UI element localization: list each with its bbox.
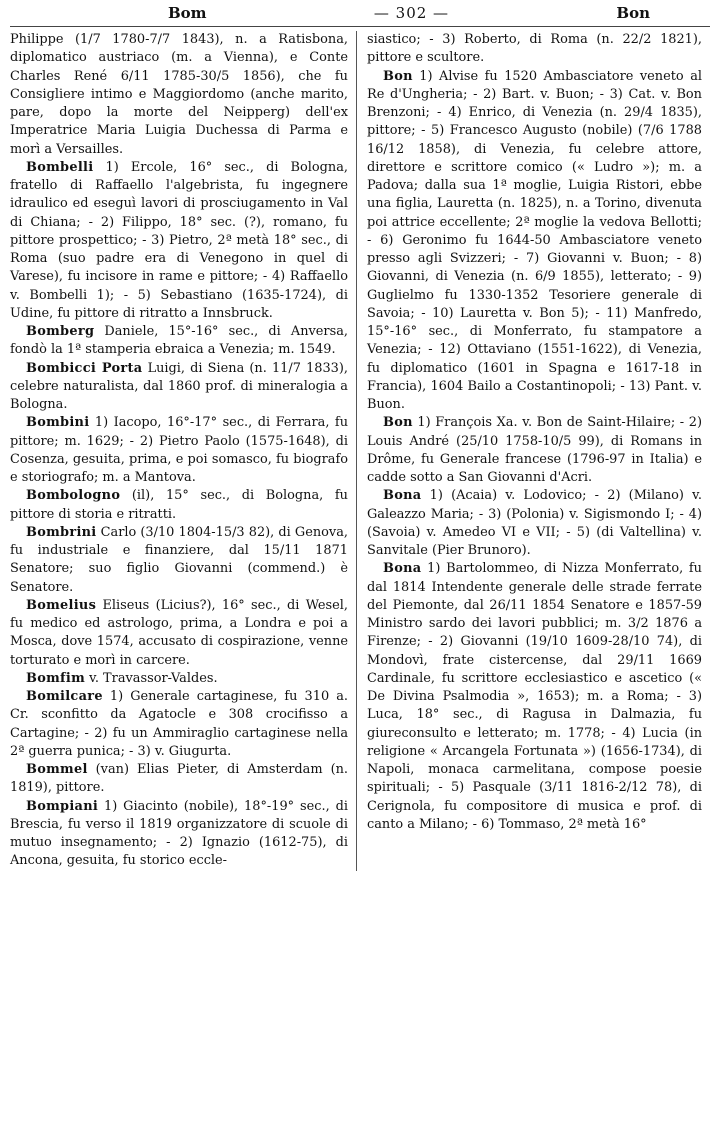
entry-text: 1) Giacinto (nobile), 18°-19° sec., di Brescia, fu verso il 1819 organizzatore di scuole di mutuo insegnamento; - 2) Ignazio (1612-75), di Ancona, gesuita, fu storico eccle- xyxy=(10,798,348,869)
entry-headword: Bombrini xyxy=(26,524,97,540)
entry-text: 1) Iacopo, 16°-17° sec., di Ferrara, fu pittore; m. 1629; - 2) Pietro Paolo (1575-1648), di Cosenza, gesuita, prima, e poi somasco, fu biografo e storiografo; m. a Mantova. xyxy=(10,415,348,485)
entry-headword: Bomberg xyxy=(26,324,95,339)
entry-headword: Bomfim xyxy=(26,670,86,686)
entry xyxy=(10,31,348,159)
entry xyxy=(10,688,348,761)
entry-text: (van) Elias Pieter, di Amsterdam (n. 1819), pittore. xyxy=(10,762,348,796)
entry xyxy=(10,597,348,670)
entry-headword: Bombicci Porta xyxy=(26,360,143,376)
entry xyxy=(10,323,348,360)
entry-text: 1) Bartolommeo, di Nizza Monferrato, fu dal 1814 Intendente generale delle strade ferrate del Piemonte, dal 26/11 1854 Senatore e 1857-59 Ministro sardo dei lavori pubblici; m. 3/2 1876 a Firenze; - 2) Giovanni (19/10 1609-28/10 74), di Mondovì, frate cistercense, dal 29/11 1669 Cardinale, fu scrittore ecclesiastico e ascetico (« De Divina Psalmodia », 1653); m. a Roma; - 3) Luca, 18° sec., di Ragusa in Dalmazia, fu giureconsulto e letterato; m. 1778; - 4) Lucia (in religione « Arcangela Fortunata ») (1656-1734), di Napoli, monaca carmelitana, compose poesie spirituali; - 5) Pasquale (3/11 1816-2/12 78), di Cerignola, fu compositore di musica e prof. di canto a Milano; - 6) Tommaso, 2ª metà 16° xyxy=(367,561,702,832)
entry xyxy=(367,560,702,834)
entry xyxy=(10,761,348,798)
entry xyxy=(10,360,348,415)
page-number: — 302 — xyxy=(373,4,450,22)
entry xyxy=(367,414,702,487)
entry-text: 1) François Xa. v. Bon de Saint-Hilaire; - 2) Louis André (25/10 1758-10/5 99), di Romans in Drôme, fu Generale francese (1796-97 in Italia) e cadde sotto a San Giovanni d'Acri. xyxy=(367,415,702,485)
entry-text: Luigi, di Siena (n. 11/7 1833), celebre naturalista, dal 1860 prof. di mineralogia a Bologna. xyxy=(10,360,348,412)
entry-text: (il), 15° sec., di Bologna, fu pittore di storia e ritratti. xyxy=(10,488,348,522)
entry-text: Daniele, 15°-16° sec., di Anversa, fondò la 1ª stamperia ebraica a Venezia; m. 1549. xyxy=(10,324,348,358)
entry xyxy=(10,159,348,323)
entry xyxy=(367,31,702,68)
entry-headword: Bomilcare xyxy=(26,689,103,704)
entry-headword: Bona xyxy=(383,561,422,577)
entry xyxy=(10,414,348,487)
running-header xyxy=(10,4,710,27)
entry-text: 1) Alvise fu 1520 Ambasciatore veneto al Re d'Ungheria; - 2) Bart. v. Buon; - 3) Cat. v. Bon Brenzoni; - 4) Enrico, di Venezia (n. 29/4 1835), pittore; - 5) Francesco Augusto (nobile) (7/6 1788 16/12 1858), di Venezia, fu celebre attore, direttore e scrittore comico (« Ludro »); m. a Padova; dalla sua 1ª moglie, Luigia Ristori, ebbe una figlia, Lauretta (n. 1825), n. a Torino, divenuta poi attrice eccellente; 2ª moglie la vedova Bellotti; - 6) Geronimo fu 1644-50 Ambasciatore veneto presso agli Svizzeri; - 7) Giovanni v. Buon; - 8) Giovanni, di Venezia (n. 6/9 1855), letterato; - 9) Guglielmo fu 1330-1352 Tesoriere generale di Savoia; - 10) Lauretta v. Bon 5); - 11) Manfredo, 15°-16° sec., di Monferrato, fu stampatore a Venezia; - 12) Ottaviano (1551-1622), di Venezia, fu diplomatico (1601 in Spagna e 1617-18 in Francia), 1604 Bailo a Costantinopoli; - 13) Pant. v. Buon. xyxy=(367,68,702,412)
entry-headword: Bomelius xyxy=(26,597,97,613)
header-right-guide-word: Bon xyxy=(616,4,650,22)
entry-text: siastico; - 3) Roberto, di Roma (n. 22/2 1821), pittore e scultore. xyxy=(367,32,702,66)
entry-headword: Bommel xyxy=(26,762,88,777)
left-column xyxy=(10,31,356,871)
entry-headword: Bona xyxy=(383,488,422,504)
entry xyxy=(10,798,348,871)
header-left-guide-word: Bom xyxy=(168,4,207,22)
entry-headword: Bon xyxy=(383,415,413,431)
entry-headword: Bombini xyxy=(26,415,90,431)
right-column xyxy=(356,31,702,871)
entry-text: Philippe (1/7 1780-7/7 1843), n. a Ratisbona, diplomatico austriaco (m. a Vienna), e Conte Charles René 6/11 1785-30/5 1856), che fu Consigliere intimo e Maggiordomo (anche marito, pare, dopo la morte del Neipperg) dell'ex Imperatrice Maria Luigia Duchessa di Parma e morì a Versailles. xyxy=(10,32,348,157)
entry xyxy=(10,524,348,597)
entry xyxy=(10,487,348,524)
entry-text: 1) Ercole, 16° sec., di Bologna, fratello di Raffaello l'algebrista, fu ingegnere idraulico ed eseguì lavori di prosciugamento in Val di Chiana; - 2) Filippo, 18° sec. (?), romano, fu pittore prospettico; - 3) Pietro, 2ª metà 18° sec., di Roma (suo padre era di Venegono in quel di Varese), fu incisore in rame e pittore; - 4) Raffaello v. Bombelli 1); - 5) Sebastiano (1635-1724), di Udine, fu pittore di ritratto a Innsbruck. xyxy=(10,159,348,321)
entry xyxy=(10,670,348,688)
entry-headword: Bompiani xyxy=(26,798,99,814)
entry-text: Carlo (3/10 1804-15/3 82), di Genova, fu industriale e finanziere, dal 15/11 1871 Senatore; suo figlio Giovanni (commend.) è Senatore. xyxy=(10,524,348,595)
entry xyxy=(367,487,702,560)
entry-headword: Bombologno xyxy=(26,488,121,504)
entry-headword: Bombelli xyxy=(26,159,94,175)
entry-headword: Bon xyxy=(383,68,413,84)
entry-text: Eliseus (Licius?), 16° sec., di Wesel, fu medico ed astrologo, prima, a Londra e poi a Mosca, dove 1574, accusato di cospirazione, venne torturato e morì in carcere. xyxy=(10,597,348,668)
entry-text: 1) (Acaia) v. Lodovico; - 2) (Milano) v. Galeazzo Maria; - 3) (Polonia) v. Sigismondo I; - 4) (Savoia) v. Amedeo VI e VII; - 5) (di Valtellina) v. Sanvitale (Pier Brunoro). xyxy=(367,488,702,558)
entry xyxy=(367,68,702,415)
entry-text: 1) Generale cartaginese, fu 310 a. Cr. sconfitto da Agatocle e 308 crocifisso a Cartagine; - 2) fu un Ammiraglio cartaginese nella 2ª guerra punica; - 3) v. Giugurta. xyxy=(10,689,348,759)
two-column-body xyxy=(10,31,710,871)
entry-text: v. Travassor-Valdes. xyxy=(85,670,218,686)
